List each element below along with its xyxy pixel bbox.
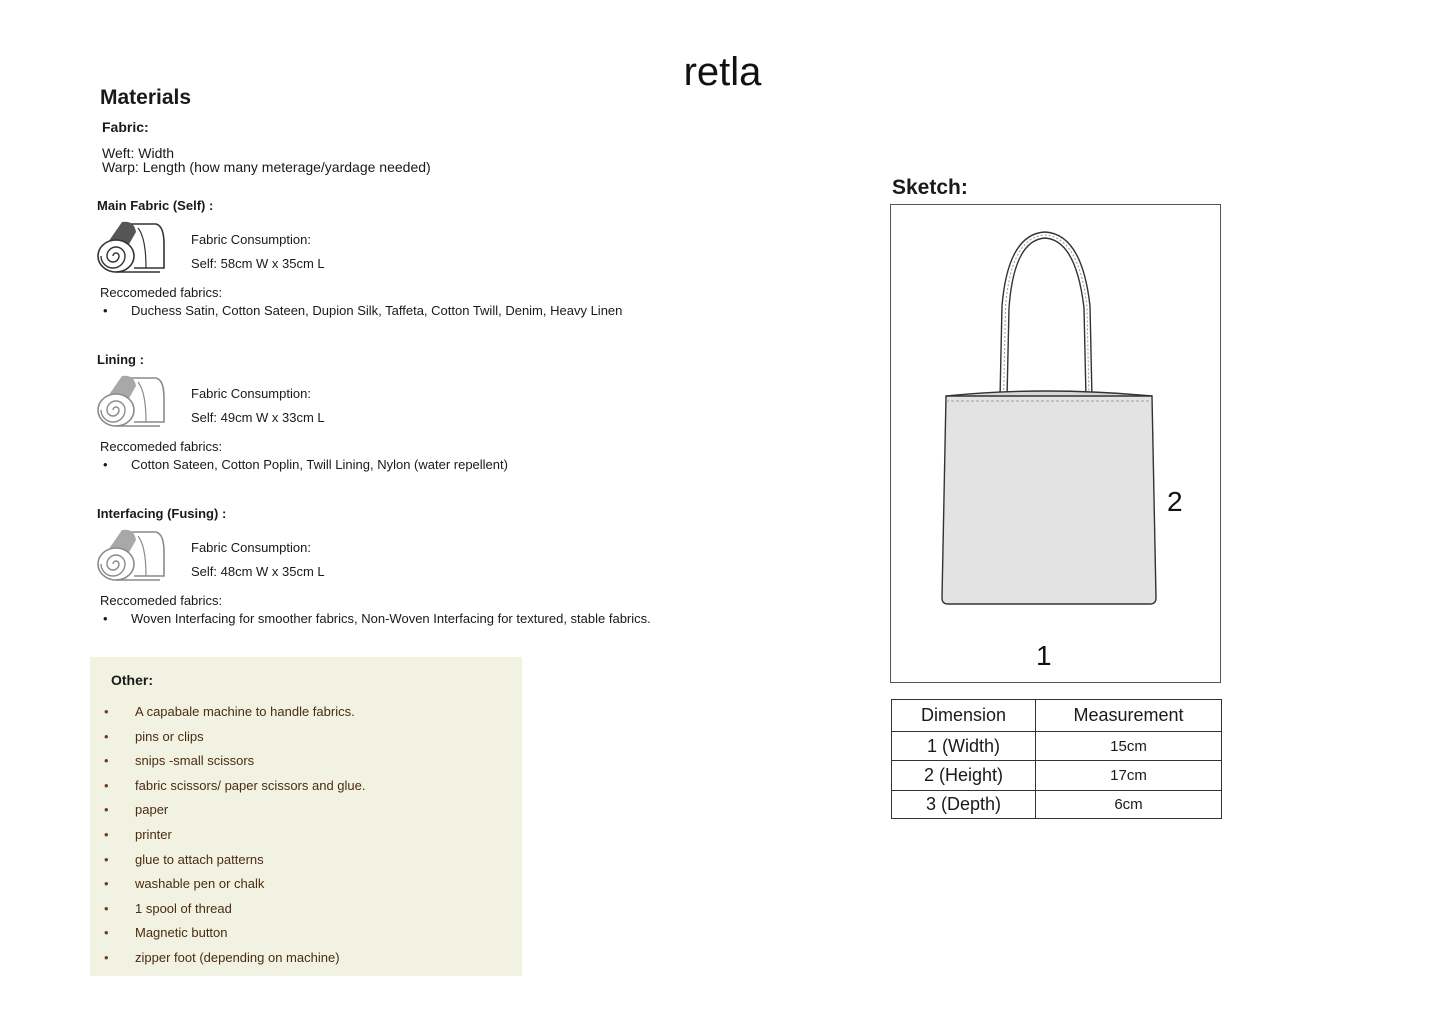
list-item: • printer: [104, 823, 365, 848]
main-fabric-consumption-value: Self: 58cm W x 35cm L: [191, 256, 325, 271]
list-item: • pins or clips: [104, 725, 365, 750]
interfacing-title: Interfacing (Fusing) :: [97, 506, 227, 521]
table-header-row: [892, 700, 1222, 732]
column-header-dimension: Dimension: [892, 700, 1036, 732]
list-item: • snips -small scissors: [104, 749, 365, 774]
list-item: • fabric scissors/ paper scissors and glue.: [104, 774, 365, 799]
tote-bag-sketch: [930, 226, 1170, 611]
fabric-roll-light-icon: [94, 372, 170, 428]
bullet: •: [103, 303, 108, 318]
lining-recommended-label: Reccomeded fabrics:: [100, 439, 223, 454]
interfacing-recommended-label: Reccomeded fabrics:: [100, 593, 223, 608]
interfacing-consumption-value: Self: 48cm W x 35cm L: [191, 564, 325, 579]
fabric-heading: Fabric:: [102, 119, 149, 135]
main-fabric-recommended-list: Duchess Satin, Cotton Sateen, Dupion Silk, Taffeta, Cotton Twill, Denim, Heavy Linen: [131, 303, 623, 318]
lining-consumption-label: Fabric Consumption:: [191, 386, 311, 401]
brand-title: retla: [683, 50, 762, 94]
lining-consumption-value: Self: 49cm W x 33cm L: [191, 410, 325, 425]
table-row: [892, 791, 1222, 819]
dimension-cell: 2 (Height): [892, 761, 1036, 791]
bullet: •: [103, 457, 108, 472]
table-row: [892, 732, 1222, 761]
measurement-cell: 17cm: [1036, 761, 1222, 791]
bullet: •: [104, 728, 109, 744]
bullet: •: [103, 611, 108, 626]
fabric-roll-light-icon: [94, 526, 170, 582]
other-list: [104, 700, 365, 971]
bullet: •: [104, 826, 109, 842]
width-label: 1: [1036, 640, 1052, 671]
weft-text: Weft: Width: [102, 145, 175, 161]
column-header-measurement: Measurement: [1036, 700, 1222, 732]
table-row: [892, 761, 1222, 791]
weft-warp-note: [102, 146, 431, 174]
materials-heading: Materials: [100, 86, 192, 109]
bullet: •: [104, 949, 109, 965]
sketch-heading: Sketch:: [892, 176, 968, 199]
list-item: • zipper foot (depending on machine): [104, 946, 365, 971]
warp-text: Warp: Length (how many meterage/yardage needed): [102, 159, 431, 175]
lining-title: Lining :: [97, 352, 144, 367]
other-title: Other:: [111, 672, 153, 688]
main-fabric-title: Main Fabric (Self) :: [97, 198, 214, 213]
bullet: •: [104, 900, 109, 916]
list-item: • washable pen or chalk: [104, 872, 365, 897]
fabric-roll-dark-icon: [94, 218, 170, 274]
list-item: • paper: [104, 798, 365, 823]
main-fabric-consumption-label: Fabric Consumption:: [191, 232, 311, 247]
list-item: • glue to attach patterns: [104, 848, 365, 873]
bullet: •: [104, 753, 109, 769]
interfacing-consumption-label: Fabric Consumption:: [191, 540, 311, 555]
list-item: • 1 spool of thread: [104, 897, 365, 922]
bullet: •: [104, 925, 109, 941]
bullet: •: [104, 851, 109, 867]
main-fabric-recommended-label: Reccomeded fabrics:: [100, 285, 223, 300]
measurement-cell: 15cm: [1036, 732, 1222, 761]
dimension-cell: 3 (Depth): [892, 791, 1036, 819]
dimension-cell: 1 (Width): [892, 732, 1036, 761]
dimensions-table: [891, 699, 1222, 819]
list-item: • A capabale machine to handle fabrics.: [104, 700, 365, 725]
bullet: •: [104, 777, 109, 793]
height-label: 2: [1167, 486, 1183, 517]
bullet: •: [104, 704, 109, 719]
bullet: •: [104, 876, 109, 892]
lining-recommended-list: Cotton Sateen, Cotton Poplin, Twill Lining, Nylon (water repellent): [131, 457, 508, 472]
list-item: • Magnetic button: [104, 921, 365, 946]
interfacing-recommended-list: Woven Interfacing for smoother fabrics, Non-Woven Interfacing for textured, stable fabrics.: [131, 611, 651, 626]
measurement-cell: 6cm: [1036, 791, 1222, 819]
bullet: •: [104, 802, 109, 818]
